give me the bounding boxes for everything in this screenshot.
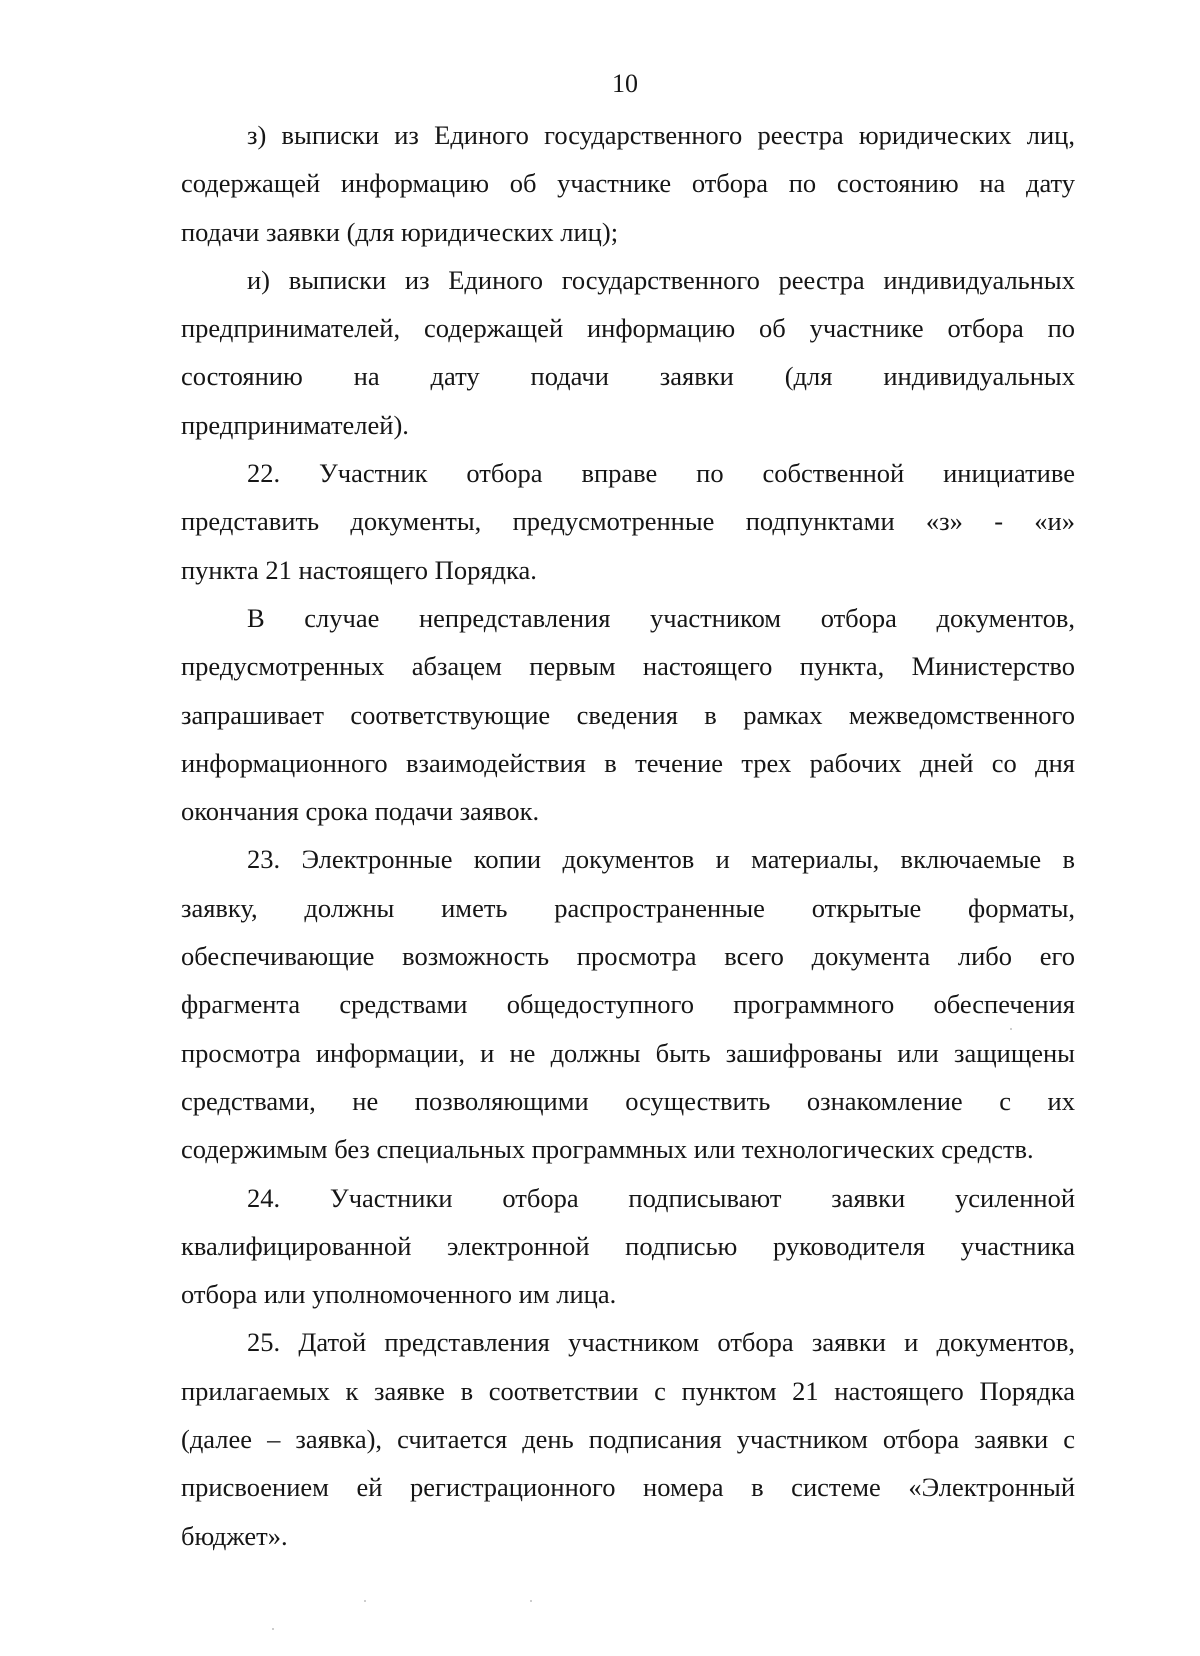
text-line: квалифицированной электронной подписью руководителя участника [181, 1230, 1075, 1261]
text-line: окончания срока подачи заявок. [181, 796, 540, 827]
paragraph-item-z [181, 111, 1075, 256]
text-line: пункта 21 настоящего Порядка. [181, 554, 537, 585]
scan-speck [364, 1600, 366, 1602]
text-line: предпринимателей). [181, 409, 409, 440]
text-line: 22. Участник отбора вправе по собственной инициативе [247, 458, 1075, 489]
text-line: бюджет». [181, 1520, 288, 1551]
scan-speck [272, 1628, 274, 1630]
text-line: 24. Участники отбора подписывают заявки усиленной [247, 1182, 1075, 1213]
text-line: состоянию на дату подачи заявки (для индивидуальных [181, 361, 1075, 392]
text-line: заявку, должны иметь распространенные открытые форматы, [181, 892, 1075, 923]
text-line: содержимым без специальных программных или технологических средств. [181, 1134, 1034, 1165]
text-line: содержащей информацию об участнике отбора по состоянию на дату [181, 168, 1075, 199]
paragraph-clause-25 [181, 1318, 1075, 1559]
paragraph-item-i [181, 256, 1075, 449]
text-line: фрагмента средствами общедоступного программного обеспечения [181, 989, 1075, 1020]
text-line: и) выписки из Единого государственного реестра индивидуальных [247, 264, 1075, 295]
text-line: информационного взаимодействия в течение трех рабочих дней со дня [181, 747, 1075, 778]
text-line: (далее – заявка), считается день подписания участником отбора заявки с [181, 1424, 1075, 1455]
paragraph-clause-23 [181, 835, 1075, 1173]
text-line: предусмотренных абзацем первым настоящего пункта, Министерство [181, 651, 1075, 682]
text-line: предпринимателей, содержащей информацию об участнике отбора по [181, 313, 1075, 344]
text-line: просмотра информации, и не должны быть зашифрованы или защищены [181, 1037, 1075, 1068]
text-line: присвоением ей регистрационного номера в системе «Электронный [181, 1472, 1075, 1503]
text-line: представить документы, предусмотренные подпунктами «з» - «и» [181, 506, 1075, 537]
scan-speck [530, 1600, 532, 1602]
text-line: подачи заявки (для юридических лиц); [181, 216, 619, 247]
text-line: 25. Датой представления участником отбора заявки и документов, [247, 1327, 1075, 1358]
paragraph-clause-22-b [181, 594, 1075, 835]
paragraph-clause-22 [181, 449, 1075, 594]
text-line: отбора или уполномоченного им лица. [181, 1279, 617, 1310]
text-line: прилагаемых к заявке в соответствии с пунктом 21 настоящего Порядка [181, 1375, 1075, 1406]
page-number: 10 [612, 69, 638, 98]
paragraph-clause-24 [181, 1174, 1075, 1319]
text-line: з) выписки из Единого государственного реестра юридических лиц, [247, 120, 1075, 150]
text-line: В случае непредставления участником отбора документов, [247, 602, 1075, 633]
text-line: средствами, не позволяющими осуществить ознакомление с их [181, 1085, 1075, 1116]
document-body [181, 111, 1075, 1560]
text-line: запрашивает соответствующие сведения в рамках межведомственного [181, 699, 1075, 730]
text-line: обеспечивающие возможность просмотра всего документа либо его [181, 941, 1075, 972]
scan-speck [1010, 1028, 1012, 1030]
text-line: 23. Электронные копии документов и материалы, включаемые в [247, 844, 1075, 875]
